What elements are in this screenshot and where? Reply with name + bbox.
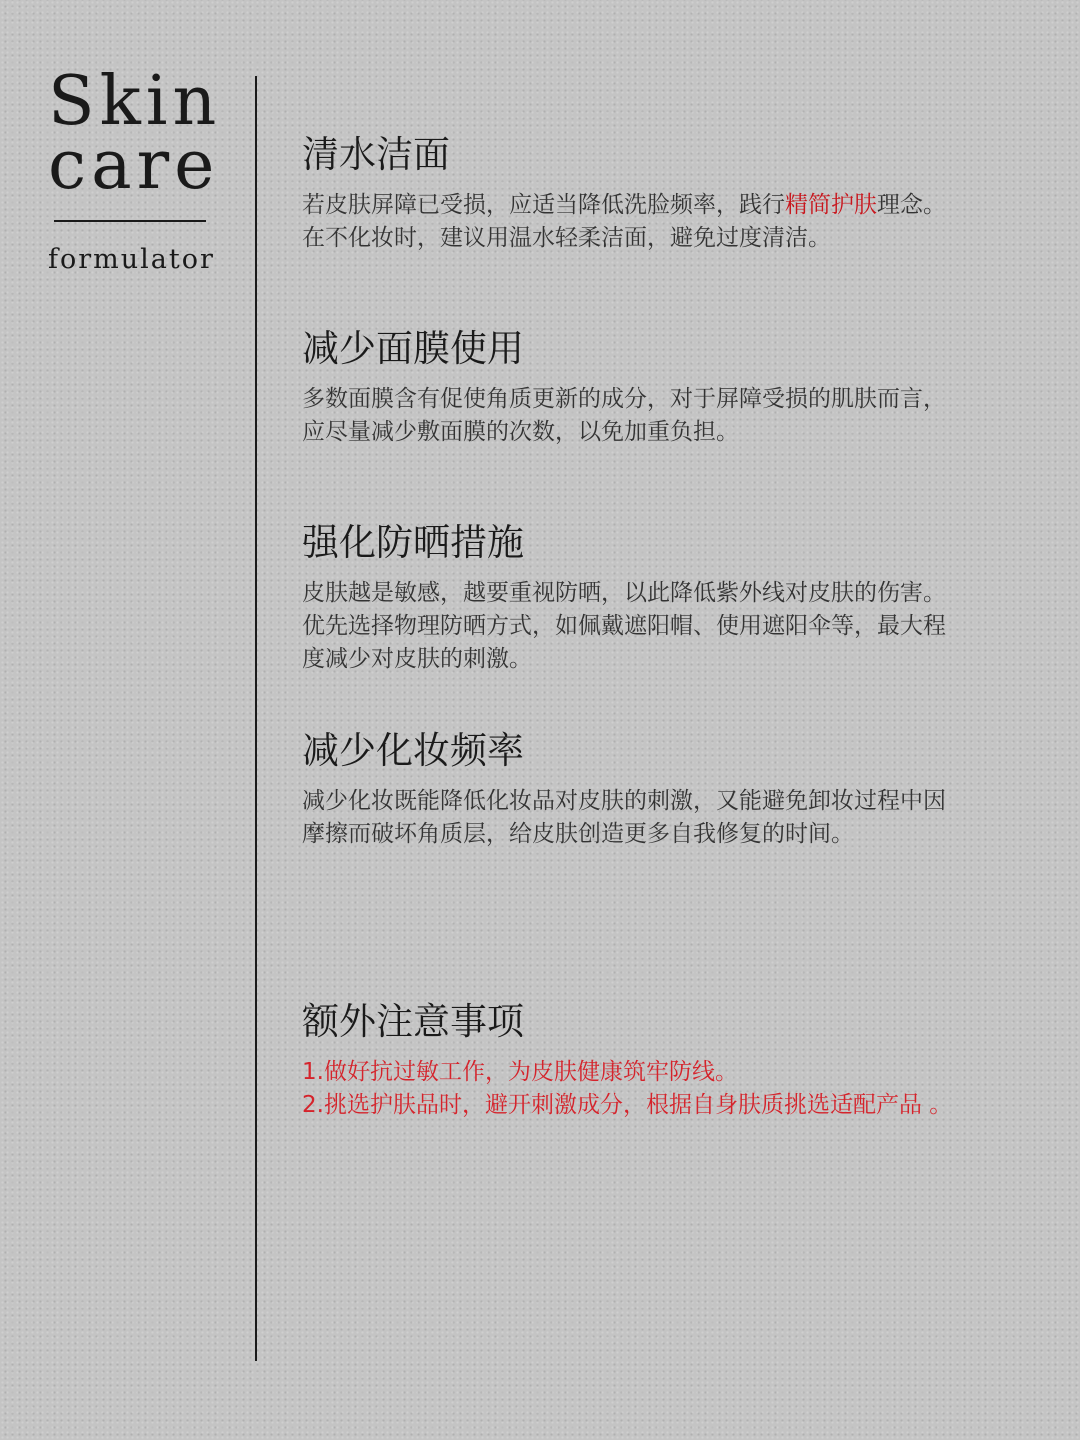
- text-segment: 理念。: [877, 192, 946, 218]
- note-item: 2.挑选护肤品时，避开刺激成分，根据自身肤质挑选适配产品 。: [302, 1092, 953, 1118]
- section-line: 度减少对皮肤的刺激。: [302, 646, 532, 672]
- section-cleansing: [302, 133, 1042, 255]
- section-makeup: [302, 729, 1042, 851]
- brand-title-skin: Skin: [48, 62, 222, 141]
- section-line: 应尽量减少敷面膜的次数，以免加重负担。: [302, 419, 739, 445]
- section-line: 摩擦而破坏角质层，给皮肤创造更多自我修复的时间。: [302, 821, 854, 847]
- section-body: [302, 785, 1042, 851]
- vertical-divider: [255, 76, 257, 1361]
- section-line: 皮肤越是敏感，越要重视防晒，以此降低紫外线对皮肤的伤害。: [302, 580, 946, 606]
- section-line: 减少化妆既能降低化妆品对皮肤的刺激，又能避免卸妆过程中因: [302, 788, 946, 814]
- section-masks: [302, 327, 1042, 449]
- section-title: 额外注意事项: [302, 1000, 524, 1043]
- text-segment: 若皮肤屏障已受损，应适当降低洗脸频率，践行: [302, 192, 785, 218]
- section-title: 强化防晒措施: [302, 521, 524, 564]
- section-title: 减少化妆频率: [302, 729, 524, 772]
- section-sunscreen: [302, 521, 1042, 676]
- section-body: [302, 577, 1042, 676]
- brand-title-care: care: [48, 126, 220, 205]
- highlight-text: 精简护肤: [785, 192, 877, 218]
- section-body: [302, 189, 1042, 255]
- note-item: 1.做好抗过敏工作，为皮肤健康筑牢防线。: [302, 1059, 738, 1085]
- section-line: 在不化妆时，建议用温水轻柔洁面，避免过度清洁。: [302, 225, 831, 251]
- section-extra-notes: [302, 1000, 1042, 1122]
- section-body: [302, 1056, 1042, 1122]
- section-body: [302, 383, 1042, 449]
- section-title: 减少面膜使用: [302, 327, 524, 370]
- brand-divider: [54, 220, 206, 222]
- brand-subtitle: formulator: [48, 244, 215, 275]
- section-title: 清水洁面: [302, 133, 450, 176]
- section-line: [302, 189, 1042, 222]
- brand-block: [48, 62, 222, 275]
- section-line: 优先选择物理防晒方式，如佩戴遮阳帽、使用遮阳伞等，最大程: [302, 613, 946, 639]
- section-line: 多数面膜含有促使角质更新的成分，对于屏障受损的肌肤而言，: [302, 386, 946, 412]
